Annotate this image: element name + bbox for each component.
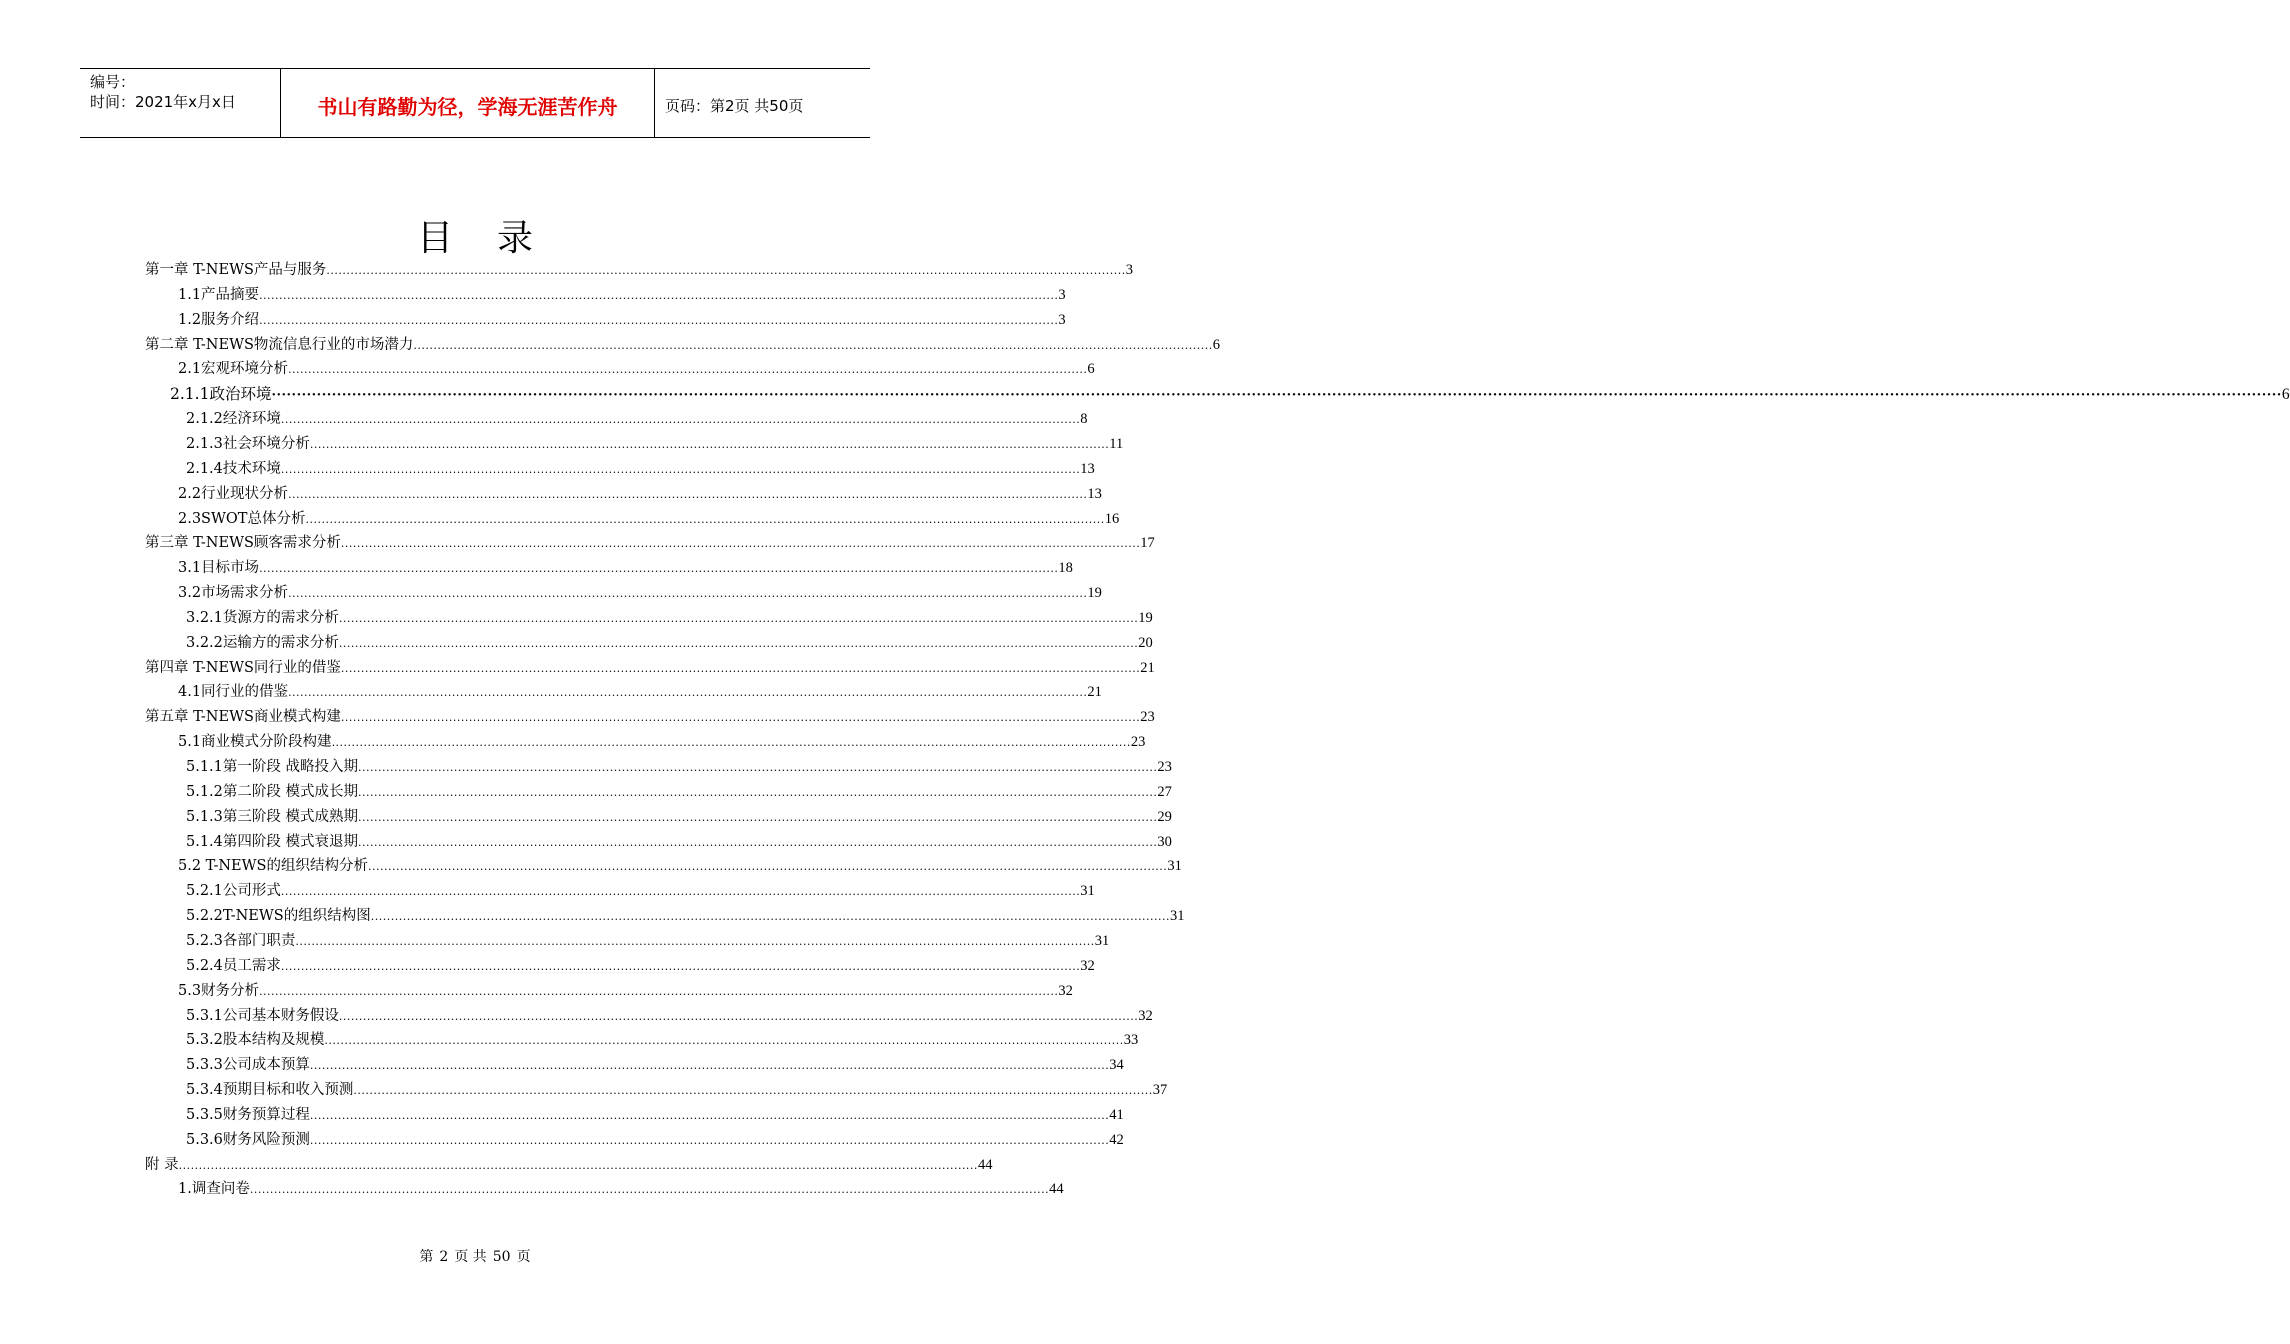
toc-entry-label: 第五章 T-NEWS商业模式构建 <box>145 709 341 725</box>
toc-entry-page: 31 <box>1170 908 1185 924</box>
toc-entry-page: 19 <box>1087 585 1102 601</box>
toc-entry[interactable] <box>186 929 1110 953</box>
toc-leader-dots: ........................................................................................................................................................................................................ <box>353 1084 1153 1097</box>
toc-leader-dots: ........................................................................................................................................................................................................ <box>326 264 1126 277</box>
toc-leader-dots: ........................................................................................................................................................................................................ <box>280 413 1081 426</box>
toc-entry[interactable] <box>186 1028 1139 1052</box>
toc-entry-label: 第四章 T-NEWS同行业的借鉴 <box>145 660 341 676</box>
toc-entry-label: 第一章 T-NEWS产品与服务 <box>145 262 327 278</box>
footer-prefix: 第 <box>419 1249 434 1265</box>
toc-entry[interactable] <box>145 258 1133 282</box>
toc-entry[interactable] <box>186 830 1172 854</box>
toc-leader-dots: ........................................................................................................................................................................................................ <box>288 587 1088 600</box>
toc-entry-page: 29 <box>1157 809 1172 825</box>
page-footer <box>0 1246 950 1266</box>
toc-entry-page: 17 <box>1140 535 1155 551</box>
toc-entry[interactable] <box>145 1153 993 1177</box>
toc-leader-dots: ........................................................................................................................................................................................................ <box>367 860 1168 873</box>
toc-entry-label: 3.2市场需求分析 <box>178 585 289 601</box>
toc-entry-label: 2.1.4技术环境 <box>186 461 281 477</box>
toc-entry[interactable] <box>178 730 1146 754</box>
toc-entry-page: 31 <box>1167 858 1182 874</box>
toc-entry[interactable] <box>186 805 1172 829</box>
toc-entry-label: 2.1宏观环境分析 <box>178 361 289 377</box>
toc-entry-label: 5.1商业模式分阶段构建 <box>178 734 332 750</box>
toc-entry-page: 16 <box>1104 511 1120 527</box>
toc-leader-dots: ........................................................................................................................................................................................................ <box>340 537 1141 550</box>
toc-entry[interactable] <box>178 581 1102 605</box>
toc-entry[interactable] <box>178 308 1066 332</box>
toc-entry[interactable] <box>186 954 1095 978</box>
toc-entry-label: 第三章 T-NEWS顾客需求分析 <box>145 535 341 551</box>
toc-entry-page: 31 <box>1080 883 1095 899</box>
toc-entry-page: 23 <box>1140 709 1155 725</box>
toc-entry-label: 5.3财务分析 <box>178 983 260 999</box>
toc-entry-page: 34 <box>1109 1057 1124 1073</box>
toc-entry-label: 1.1产品摘要 <box>178 287 260 303</box>
toc-leader-dots: ........................................................................................................................................................................................................ <box>288 363 1088 376</box>
toc-entry-page: 6 <box>2281 386 2290 403</box>
toc-leader-dots: ........................................................................................................................................................................................................ <box>324 1034 1124 1047</box>
toc-entry-label: 5.1.1第一阶段 战略投入期 <box>186 759 359 775</box>
toc-entry-label: 2.1.1政治环境 <box>170 385 272 403</box>
toc-leader-dots: ........................................................................................................................................................................................................ <box>340 711 1141 724</box>
header-time-label: 时间：2021年x月x日 <box>90 93 236 111</box>
toc-leader-dots: ........................................................................................................................................................................................................ <box>413 339 1213 352</box>
header-number-label: 编号： <box>90 73 136 91</box>
toc-entry[interactable] <box>145 705 1155 729</box>
toc-leader-dots: ........................................................................................................................................................................................................ <box>338 612 1139 625</box>
toc-entry-page: 18 <box>1058 560 1073 576</box>
toc-entry-label: 5.2 T-NEWS的组织结构分析 <box>178 858 368 874</box>
toc-entry-label: 5.3.6财务风险预测 <box>186 1132 310 1148</box>
toc-leader-dots: ........................................................................................................................................................................................................ <box>288 488 1088 501</box>
toc-entry[interactable] <box>186 1128 1124 1152</box>
toc-entry-page: 13 <box>1087 486 1102 502</box>
toc-entry[interactable] <box>145 656 1155 680</box>
toc-entry-page: 21 <box>1087 684 1102 700</box>
page-title: 目录 <box>416 218 577 259</box>
header-meta <box>80 69 281 137</box>
toc-leader-dots: ........................................................................................................................................................................................................ <box>259 314 1059 327</box>
toc-entry-page: 44 <box>1049 1181 1064 1197</box>
toc-entry-page: 23 <box>1130 734 1146 750</box>
toc-leader-dots: ........................................................................................................................................................................................................ <box>280 960 1081 973</box>
toc-leader-dots: ........................................................................................................................................................................................................ <box>259 289 1059 302</box>
toc-leader-dots: ........................................................................................................................................................................................................ <box>305 513 1105 526</box>
toc-leader-dots: ........................................................................................................................................................................................................ <box>280 885 1081 898</box>
toc-entry-page: 44 <box>977 1157 993 1173</box>
page-header <box>80 68 870 138</box>
toc-entry-page: 32 <box>1058 983 1073 999</box>
toc-entry[interactable] <box>178 357 1095 381</box>
toc-entry[interactable] <box>170 382 2290 406</box>
toc-entry[interactable] <box>186 879 1095 903</box>
toc-entry-label: 2.1.2经济环境 <box>186 411 281 427</box>
toc-entry-label: 5.3.5财务预算过程 <box>186 1107 310 1123</box>
toc-entry-label: 附 录 <box>145 1157 179 1173</box>
toc-entry[interactable] <box>186 631 1153 655</box>
toc-entry[interactable] <box>186 606 1153 630</box>
toc-leader-dots: ........................................................................................................................................................................................................ <box>309 438 1110 451</box>
toc-leader-dots: ........................................................................................................................................................................................................ <box>309 1109 1110 1122</box>
toc-entry-label: 5.2.3各部门职责 <box>186 933 296 949</box>
toc-entry-page: 33 <box>1123 1032 1139 1048</box>
toc-entry-label: 2.2行业现状分析 <box>178 486 289 502</box>
toc-entry[interactable] <box>186 755 1172 779</box>
toc-entry-page: 30 <box>1157 834 1172 850</box>
toc-entry[interactable] <box>186 432 1124 456</box>
toc-entry[interactable] <box>178 854 1182 878</box>
toc-entry-page: 32 <box>1080 958 1095 974</box>
toc-entry-page: 6 <box>1212 337 1220 353</box>
toc-entry-page: 32 <box>1138 1008 1153 1024</box>
toc-entry-page: 8 <box>1080 411 1088 427</box>
toc-entry-label: 5.3.1公司基本财务假设 <box>186 1008 339 1024</box>
toc-entry-page: 31 <box>1094 933 1110 949</box>
toc-leader-dots: ........................................................................................................................................................................................................ <box>295 935 1095 948</box>
toc-leader-dots: ........................................................................................................................................................................................................ <box>309 1059 1110 1072</box>
toc-entry-label: 5.1.2第二阶段 模式成长期 <box>186 784 359 800</box>
toc-entry[interactable] <box>178 1177 1064 1201</box>
toc-entry[interactable] <box>186 1078 1168 1102</box>
toc-entry-label: 3.2.1货源方的需求分析 <box>186 610 339 626</box>
toc-leader-dots: ........................................................................................................................................................................................................ <box>358 786 1158 799</box>
toc-leader-dots: ........................................................................................................................................................................................................ <box>358 761 1158 774</box>
toc-entry[interactable] <box>186 1004 1153 1028</box>
toc-leader-dots: ........................................................................................................................................................................................................ <box>280 463 1081 476</box>
toc-entry-page: 11 <box>1109 436 1124 452</box>
toc-entry[interactable] <box>186 904 1185 928</box>
toc-entry-label: 5.3.4预期目标和收入预测 <box>186 1082 354 1098</box>
toc-entry-label: 5.3.2股本结构及规模 <box>186 1032 325 1048</box>
toc-leader-dots: ........................................................................................................................................................................................................ <box>259 562 1059 575</box>
toc-leader-dots: ........................................................................................................................................................................................................ <box>358 811 1158 824</box>
toc-entry-label: 1.调查问卷 <box>178 1181 250 1197</box>
toc-entry[interactable] <box>145 531 1155 555</box>
toc-entry[interactable] <box>178 979 1073 1003</box>
toc-entry[interactable] <box>186 1053 1124 1077</box>
toc-entry-label: 5.2.1公司形式 <box>186 883 281 899</box>
toc-entry-page: 3 <box>1058 287 1066 303</box>
footer-total: 50 <box>492 1249 511 1265</box>
toc-entry-label: 5.1.3第三阶段 模式成熟期 <box>186 809 359 825</box>
toc-entry-label: 2.1.3社会环境分析 <box>186 436 310 452</box>
toc-entry-page: 27 <box>1157 784 1172 800</box>
header-page-label: 页码：第2页 共50页 <box>665 96 804 115</box>
toc-leader-dots: ........................................................................................................................................................................................................ <box>249 1183 1050 1196</box>
toc-entry[interactable] <box>178 556 1073 580</box>
toc-leader-dots: ················································································································································································································································································································································································································ <box>271 388 2282 403</box>
toc-entry-page: 13 <box>1080 461 1095 477</box>
toc-entry[interactable] <box>186 780 1172 804</box>
footer-suffix: 页 <box>516 1249 531 1265</box>
toc-leader-dots: ........................................................................................................................................................................................................ <box>331 736 1131 749</box>
toc-leader-dots: ........................................................................................................................................................................................................ <box>178 1159 978 1172</box>
toc-entry-page: 3 <box>1125 262 1133 278</box>
toc-entry-label: 5.2.2T-NEWS的组织结构图 <box>186 908 371 924</box>
toc-leader-dots: ........................................................................................................................................................................................................ <box>309 1134 1110 1147</box>
toc-entry-page: 3 <box>1058 312 1066 328</box>
toc-leader-dots: ........................................................................................................................................................................................................ <box>340 662 1141 675</box>
toc-entry-page: 6 <box>1087 361 1095 377</box>
toc-entry[interactable] <box>186 1103 1124 1127</box>
toc-entry-page: 19 <box>1138 610 1153 626</box>
footer-mid: 页 共 <box>454 1249 487 1265</box>
toc-entry[interactable] <box>186 407 1088 431</box>
toc-entry[interactable] <box>178 482 1102 506</box>
toc-entry-label: 4.1同行业的借鉴 <box>178 684 289 700</box>
toc-entry-page: 23 <box>1157 759 1172 775</box>
toc-leader-dots: ........................................................................................................................................................................................................ <box>370 910 1171 923</box>
footer-page: 2 <box>439 1249 449 1265</box>
toc-entry-label: 第二章 T-NEWS物流信息行业的市场潜力 <box>145 337 414 353</box>
toc-entry-label: 5.2.4员工需求 <box>186 958 281 974</box>
toc-entry[interactable] <box>178 680 1102 704</box>
toc-entry-page: 20 <box>1138 635 1153 651</box>
toc-entry[interactable] <box>178 283 1066 307</box>
toc-entry-page: 21 <box>1140 660 1155 676</box>
toc-entry[interactable] <box>178 507 1120 531</box>
toc-leader-dots: ........................................................................................................................................................................................................ <box>338 1010 1139 1023</box>
toc-entry-label: 2.3SWOT总体分析 <box>178 511 306 527</box>
toc-entry[interactable] <box>186 457 1095 481</box>
toc-leader-dots: ........................................................................................................................................................................................................ <box>338 637 1139 650</box>
toc-entry[interactable] <box>145 333 1220 357</box>
toc-entry-page: 42 <box>1109 1132 1124 1148</box>
toc-leader-dots: ........................................................................................................................................................................................................ <box>259 985 1059 998</box>
toc-entry-label: 5.1.4第四阶段 模式衰退期 <box>186 834 359 850</box>
header-motto: 书山有路勤为径，学海无涯苦作舟 <box>281 69 655 137</box>
toc-entry-page: 37 <box>1152 1082 1168 1098</box>
toc-entry-label: 3.1目标市场 <box>178 560 260 576</box>
toc-entry-label: 3.2.2运输方的需求分析 <box>186 635 339 651</box>
toc-leader-dots: ........................................................................................................................................................................................................ <box>358 836 1158 849</box>
toc-entry-label: 1.2服务介绍 <box>178 312 260 328</box>
toc-leader-dots: ........................................................................................................................................................................................................ <box>288 686 1088 699</box>
toc-entry-page: 41 <box>1109 1107 1124 1123</box>
toc-entry-label: 5.3.3公司成本预算 <box>186 1057 310 1073</box>
